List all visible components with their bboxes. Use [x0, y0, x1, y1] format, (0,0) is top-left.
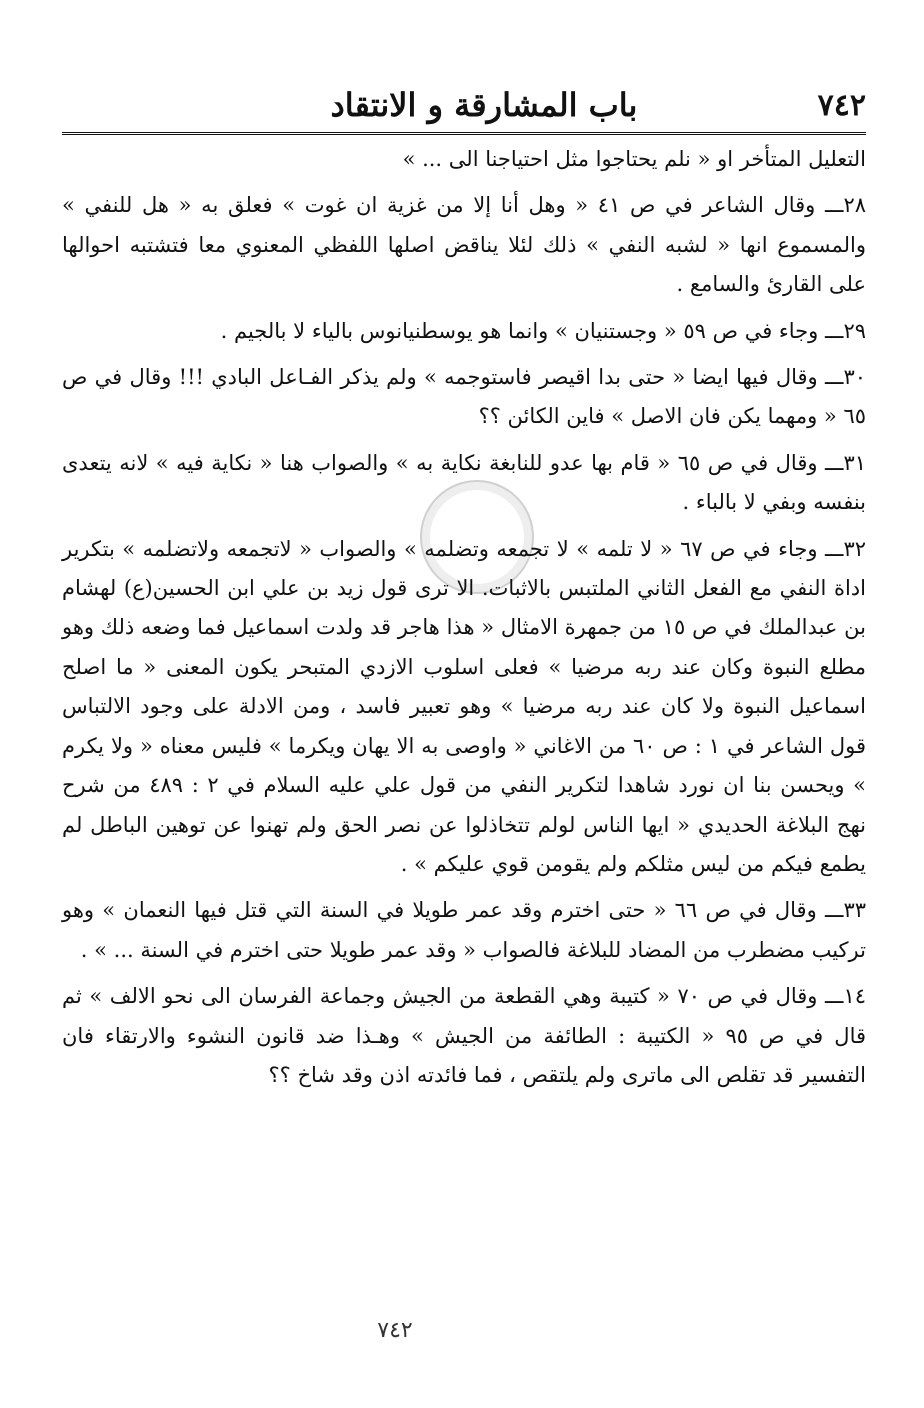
paragraph: ٢٨ـــ وقال الشاعر في ص ٤١ « وهل أنا إلا من غزية ان غوت » فعلق به « هل للنفي » والمسموع انها « لشبه النفي » ذلك لئلا يناقض اصلها اللفظي المعنوي معا فتشتبه احوالها على القارئ والسامع .: [62, 193, 866, 297]
paragraph: ٢٩ـــ وجاء في ص ٥٩ « وجستنيان » وانما هو يوسطنيانوس بالياء لا بالجيم .: [220, 318, 866, 343]
paragraph: ٣٠ـــ وقال فيها ايضا « حتى بدا اقيصر فاستوجمه » ولم يذكر الفـاعل البادي !!! وقال في ص ٦٥ « ومهما يكن فان الاصل » فاين الكائن ؟؟: [62, 365, 866, 429]
paragraph: ١٤ـــ وقال في ص ٧٠ « كتيبة وهي القطعة من الجيش وجماعة الفرسان الى نحو الالف » ثم قال في ص ٩٥ « الكتيبة : الطائفة من الجيش » وهـذا ضد قانون النشوء والارتقاء فان التفسير قد تقلص الى ماترى ولم يلتقص ، فما فائدته اذن وقد شاخ ؟؟: [62, 984, 867, 1087]
paragraph: ٣٣ـــ وقال في ص ٦٦ « حتى اخترم وقد عمر طويلا في السنة التي قتل فيها النعمان » وهو تركيب مضطرب من المضاد للبلاغة فالصواب « وقد عمر طويلا حتى اخترم في السنة ... » .: [62, 898, 866, 962]
page-body: [62, 140, 866, 1102]
running-title: باب المشارقة و الانتقاد: [330, 86, 638, 124]
paragraph: ٣١ـــ وقال في ص ٦٥ « قام بها عدو للنابغة نكاية به » والصواب هنا « نكاية فيه » لانه يتعدى بنفسه وبفي لا بالباء .: [62, 450, 866, 515]
paragraph: التعليل المتأخر او « نلم يحتاجوا مثل احتياجنا الى ... »: [402, 147, 866, 171]
page-header: [62, 82, 866, 135]
page-number: ٧٤٢: [817, 88, 866, 123]
footer-mark: ٧٤٢: [377, 1318, 413, 1343]
paragraph: ٣٢ـــ وجاء في ص ٦٧ « لا تلمه » لا تجمعه وتضلمه » والصواب « لاتجمعه ولاتضلمه » بتكرير اداة النفي مع الفعل الثاني الملتبس بالاثبات. الا ترى قول زيد بن علي ابن الحسين(ع) لهشام بن عبدالملك في ص ١٥ من جمهرة الامثال « هذا هاجر قد ولدت اسماعيل فما وضعه ذلك وهو مطلع النبوة وكان عند ربه مرضيا » فعلى اسلوب الازدي المتبحر يكون المعنى « ما اصلح اسماعيل النبوة ولا كان عند ربه مرضيا » وهو تعبير فاسد ، ومن الادلة على وجود الالتباس قول الشاعر في ١ : ص ٦٠ من الاغاني « واوصى به الا يهان ويكرما » فليس معناه « ولا يكرم » ويحسن بنا ان نورد شاهدا لتكرير النفي من قول علي عليه السلام في ٢ : ٤٨٩ من شرح نهج البلاغة الحديدي « ايها الناس لولم تتخاذلوا عن نصر الحق ولم تهنوا عن توهين الباطل لم يطمع فيكم من ليس مثلكم ولم يقومن قوي عليكم » .: [62, 536, 867, 876]
